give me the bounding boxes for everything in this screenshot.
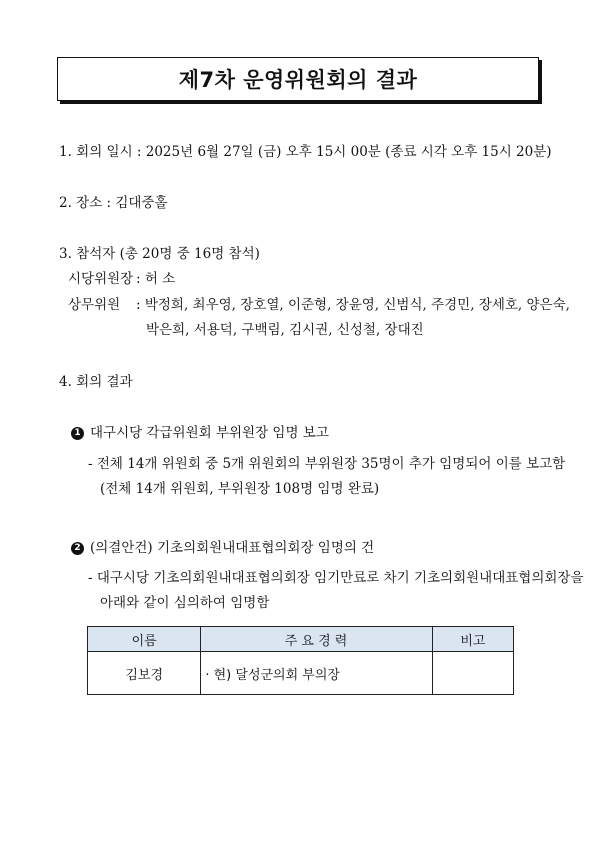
- members-line-2: 박은희, 서용덕, 구백림, 김시권, 신성철, 장대진: [146, 322, 424, 338]
- title-box: [57, 57, 539, 101]
- attendees-heading: 3. 참석자 (총 20명 중 16명 참석): [59, 246, 260, 262]
- table-row: [88, 652, 514, 695]
- meeting-place: 2. 장소 : 김대중홀: [59, 195, 168, 211]
- result-item-2-heading: [71, 539, 374, 557]
- members-line-1: : 박정희, 최우영, 장호열, 이준형, 장윤영, 신범식, 주경민, 장세호, 양은숙,: [136, 297, 570, 313]
- result-item-1-title: 대구시당 각급위원회 부위원장 임명 보고: [90, 425, 329, 441]
- table-cell-name: 김보경: [88, 652, 201, 695]
- table-header-note: 비고: [432, 627, 513, 652]
- page-title: 제7차 운영위원회의 결과: [178, 68, 418, 92]
- results-heading: 4. 회의 결과: [59, 374, 133, 390]
- table-cell-career: · 현) 달성군의회 부의장: [201, 652, 432, 695]
- chair-label: 시당위원장: [68, 271, 134, 287]
- result-item-1-line-1: - 전체 14개 위원회 중 5개 위원회의 부위원장 35명이 추가 임명되어 이를 보고함: [88, 456, 566, 472]
- result-item-2-line-2: 아래와 같이 심의하여 임명함: [100, 595, 270, 611]
- members-label: 상무위원: [68, 297, 121, 313]
- table-cell-note: [432, 652, 513, 695]
- result-item-2-title: (의결안건) 기초의회원내대표협의회장 임명의 건: [90, 540, 375, 556]
- number-badge-icon: 2: [71, 542, 84, 555]
- result-item-1-line-2: (전체 14개 위원회, 부위원장 108명 임명 완료): [100, 481, 380, 497]
- meeting-datetime: 1. 회의 일시 : 2025년 6월 27일 (금) 오후 15시 00분 (종료 시각 오후 15시 20분): [59, 144, 552, 160]
- number-badge-icon: 1: [71, 427, 84, 440]
- result-item-1-heading: [71, 424, 329, 442]
- table-header-name: 이름: [88, 627, 201, 652]
- chair-value: : 허 소: [136, 271, 176, 287]
- appointment-table: [87, 626, 514, 695]
- table-header-career: 주 요 경 력: [201, 627, 432, 652]
- result-item-2-line-1: - 대구시당 기초의회원내대표협의회장 임기만료로 차기 기초의회원내대표협의회장을: [88, 570, 584, 586]
- table-header-row: [88, 627, 514, 652]
